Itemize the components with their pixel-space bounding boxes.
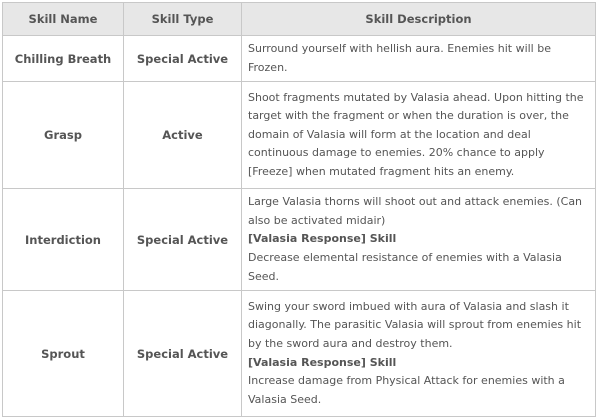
skill-name: Chilling Breath — [3, 36, 124, 82]
description-text: Swing your sword imbued with aura of Valasia and slash it diagonally. The parasitic Valasia will sprout from enemies hit by the sword aura and destroy them. — [248, 299, 582, 351]
skill-name: Interdiction — [3, 189, 124, 291]
header-skill-description: Skill Description — [242, 3, 596, 36]
skill-type: Active — [124, 82, 242, 189]
table-header-row — [3, 3, 596, 36]
response-skill-text: Increase damage from Physical Attack for enemies with a Valasia Seed. — [248, 374, 565, 406]
skill-type: Special Active — [124, 291, 242, 417]
skill-description — [242, 36, 596, 82]
table-row — [3, 82, 596, 189]
table-row — [3, 36, 596, 82]
skill-table-container — [2, 2, 596, 417]
skill-name: Sprout — [3, 291, 124, 417]
table-row — [3, 189, 596, 291]
skill-table — [2, 2, 596, 417]
description-text: Shoot fragments mutated by Valasia ahead. Upon hitting the target with the fragment or when the duration is over, the domain of Valasia will form at the location and deal continuous damage to enemies. 20% chance to apply [Freeze] when mutated fragment hits an enemy. — [248, 90, 584, 179]
skill-type: Special Active — [124, 36, 242, 82]
skill-description — [242, 291, 596, 417]
response-skill-text: Decrease elemental resistance of enemies with a Valasia Seed. — [248, 250, 562, 283]
skill-description — [242, 189, 596, 291]
skill-name: Grasp — [3, 82, 124, 189]
description-text: Large Valasia thorns will shoot out and attack enemies. (Can also be activated midair) — [248, 195, 583, 227]
description-text: Surround yourself with hellish aura. Enemies hit will be Frozen. — [248, 42, 551, 74]
header-skill-type: Skill Type — [124, 3, 242, 36]
table-row — [3, 291, 596, 417]
response-skill-subheading: [Valasia Response] Skill — [248, 232, 397, 246]
skill-type: Special Active — [124, 189, 242, 291]
skill-description — [242, 82, 596, 189]
response-skill-subheading: [Valasia Response] Skill — [248, 355, 397, 369]
header-skill-name: Skill Name — [3, 3, 124, 36]
